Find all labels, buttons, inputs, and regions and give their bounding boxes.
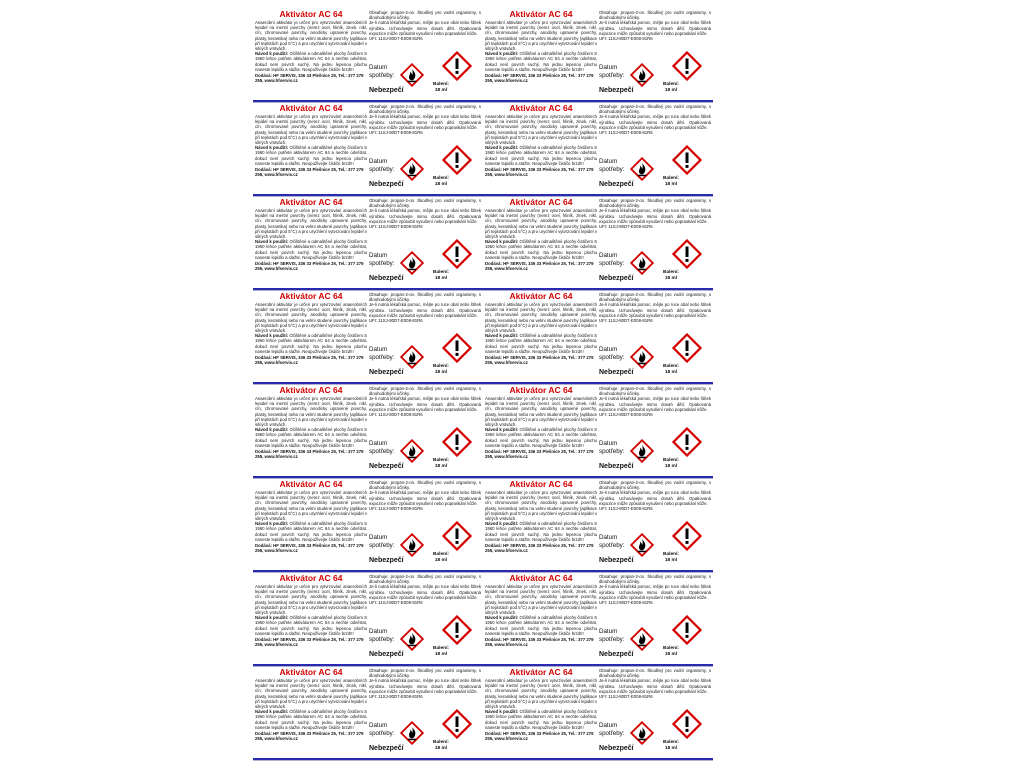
package-volume: 18 ml (664, 746, 678, 751)
usage-heading: Návod k použití: (485, 51, 519, 57)
signal-word: Nebezpečí (369, 181, 404, 188)
product-description: Anaerobní aktivátor je určen pro vytvrzování anaerobních lepidel na inertní povrchy (nerez ocel, hliník, zinek, nikl, cín, chromované povrchy, anodicky upravené povrchy, plasty, keramika) nebo na velmi studené povrchy (aplikace při teplotách pod 5°C) a pro urychlení vytvrzování lepidel v silných vrstvách. (255, 584, 367, 616)
package-volume: 18 ml (664, 558, 678, 563)
flame-icon (400, 157, 424, 181)
package-volume: 18 ml (664, 464, 678, 469)
label-left-column (255, 668, 367, 756)
contains-text: Obsahuje: propan-2-on. Škodlivý pro vodní organismy, s dlouhodobými účinky. (369, 480, 481, 491)
usage-instructions (255, 51, 367, 72)
label-left-column (255, 574, 367, 662)
product-title: Aktivátor AC 64 (509, 10, 573, 19)
package-volume: 18 ml (664, 276, 678, 281)
package-volume: 18 ml (664, 88, 678, 93)
ufi-code: UFI: 11SJ-80D7-E008-81R6 (599, 224, 653, 230)
exclamation-icon (442, 333, 472, 363)
usage-text: Očištěné a odmaštěné plochy čističem S 1960 lehce potřete aktivátorem AC 64 a nechte odvětrat, dokud není povrch suchý. Na jednu lepenou plochu naneste lepidlo a slažte. Neopužívejte čističe brzd!!! (255, 333, 367, 354)
usage-instructions (485, 427, 597, 448)
usage-instructions (255, 615, 367, 636)
product-description: Anaerobní aktivátor je určen pro vytvrzování anaerobních lepidel na inertní povrchy (nerez ocel, hliník, zinek, nikl, cín, chromované povrchy, anodicky upravené povrchy, plasty, keramika) nebo na velmi studené povrchy (aplikace při teplotách pod 5°C) a pro urychlení vytvrzování lepidel v silných vrstvách. (255, 208, 367, 240)
supplier-info: Dodává: HF SERVIS, 336 33 Plešnice 25, Tel.: 377 279 255, www.hfservis.cz (485, 449, 594, 460)
usage-heading: Návod k použití: (255, 51, 289, 57)
contains-text: Obsahuje: propan-2-on. Škodlivý pro vodní organismy, s dlouhodobými účinky. (599, 386, 711, 397)
ufi-code: UFI: 11SJ-80D7-E008-81R6 (599, 600, 653, 606)
ufi-code: UFI: 11SJ-80D7-E008-81R6 (599, 36, 653, 42)
warnings-text: Je-li nutná lékařská pomoc, mějte po ruce obal nebo štítek výrobku. Uchovávejte mimo dosah dětí. Opakovaná expozice může způsobit vysušení nebo popraskání kůže. (369, 208, 481, 224)
exclamation-icon (442, 51, 472, 81)
supplier-info: Dodává: HF SERVIS, 336 33 Plešnice 25, Tel.: 377 279 255, www.hfservis.cz (255, 731, 364, 742)
usage-heading: Návod k použití: (485, 427, 519, 433)
package-volume: 18 ml (434, 370, 448, 375)
usage-text: Očištěné a odmaštěné plochy čističem S 1960 lehce potřete aktivátorem AC 64 a nechte odvětrat, dokud není povrch suchý. Na jednu lepenou plochu naneste lepidlo a slažte. Neopužívejte čističe brzd!!! (485, 709, 597, 730)
ufi-code: UFI: 11SJ-80D7-E008-81R6 (369, 412, 423, 418)
usage-text: Očištěné a odmaštěné plochy čističem S 1960 lehce potřete aktivátorem AC 64 a nechte odvětrat, dokud není povrch suchý. Na jednu lepenou plochu naneste lepidlo a slažte. Neopužívejte čističe brzd!!! (255, 239, 367, 260)
product-label (483, 385, 713, 479)
package-label: Balení: (433, 552, 449, 557)
supplier-info: Dodává: HF SERVIS, 336 33 Plešnice 25, Tel.: 377 279 255, www.hfservis.cz (255, 449, 364, 460)
expiry-date-label: Datum spotřeby: (599, 158, 625, 173)
contains-text: Obsahuje: propan-2-on. Škodlivý pro vodní organismy, s dlouhodobými účinky. (369, 198, 481, 209)
label-left-column (255, 104, 367, 192)
package-label: Balení: (433, 740, 449, 745)
package-volume: 18 ml (434, 88, 448, 93)
package-volume: 18 ml (434, 464, 448, 469)
exclamation-icon (672, 521, 702, 551)
product-label (483, 9, 713, 103)
signal-word: Nebezpečí (369, 369, 404, 376)
exclamation-icon (442, 521, 472, 551)
signal-word: Nebezpečí (369, 463, 404, 470)
signal-word: Nebezpečí (599, 463, 634, 470)
usage-instructions (485, 709, 597, 730)
warnings-text: Je-li nutná lékařská pomoc, mějte po ruce obal nebo štítek výrobku. Uchovávejte mimo dosah dětí. Opakovaná expozice může způsobit vysušení nebo popraskání kůže. (599, 302, 711, 318)
package-label: Balení: (663, 646, 679, 651)
warnings-text: Je-li nutná lékařská pomoc, mějte po ruce obal nebo štítek výrobku. Uchovávejte mimo dosah dětí. Opakovaná expozice může způsobit vysušení nebo popraskání kůže. (369, 490, 481, 506)
package-volume: 18 ml (434, 652, 448, 657)
contains-text: Obsahuje: propan-2-on. Škodlivý pro vodní organismy, s dlouhodobými účinky. (369, 386, 481, 397)
package-label: Balení: (663, 458, 679, 463)
supplier-info: Dodává: HF SERVIS, 336 33 Plešnice 25, Tel.: 377 279 255, www.hfservis.cz (485, 543, 594, 554)
product-description: Anaerobní aktivátor je určen pro vytvrzování anaerobních lepidel na inertní povrchy (nerez ocel, hliník, zinek, nikl, cín, chromované povrchy, anodicky upravené povrchy, plasty, keramika) nebo na velmi studené povrchy (aplikace při teplotách pod 5°C) a pro urychlení vytvrzování lepidel v silných vrstvách. (485, 490, 597, 522)
usage-instructions (485, 615, 597, 636)
usage-text: Očištěné a odmaštěné plochy čističem S 1960 lehce potřete aktivátorem AC 64 a nechte odvětrat, dokud není povrch suchý. Na jednu lepenou plochu naneste lepidlo a slažte. Neopužívejte čističe brzd!!! (485, 427, 597, 448)
exclamation-icon (442, 239, 472, 269)
supplier-info: Dodává: HF SERVIS, 336 33 Plešnice 25, Tel.: 377 279 255, www.hfservis.cz (255, 261, 364, 272)
label-sheet (253, 9, 713, 761)
product-title: Aktivátor AC 64 (279, 198, 343, 207)
package-label: Balení: (433, 364, 449, 369)
label-left-column (255, 480, 367, 568)
package-label: Balení: (433, 458, 449, 463)
usage-heading: Návod k použití: (255, 521, 289, 527)
product-title: Aktivátor AC 64 (279, 10, 343, 19)
package-info (430, 552, 452, 564)
supplier-info: Dodává: HF SERVIS, 336 33 Plešnice 25, Tel.: 377 279 255, www.hfservis.cz (485, 637, 594, 648)
product-title: Aktivátor AC 64 (509, 386, 573, 395)
supplier-info: Dodává: HF SERVIS, 336 33 Plešnice 25, Tel.: 377 279 255, www.hfservis.cz (485, 73, 594, 84)
expiry-date-label: Datum spotřeby: (599, 722, 625, 737)
expiry-date-label: Datum spotřeby: (599, 440, 625, 455)
exclamation-icon (672, 239, 702, 269)
contains-text: Obsahuje: propan-2-on. Škodlivý pro vodní organismy, s dlouhodobými účinky. (369, 104, 481, 115)
expiry-date-label: Datum spotřeby: (369, 722, 395, 737)
product-title: Aktivátor AC 64 (279, 292, 343, 301)
usage-instructions (255, 145, 367, 166)
package-label: Balení: (663, 270, 679, 275)
package-info (430, 364, 452, 376)
exclamation-icon (672, 333, 702, 363)
usage-heading: Návod k použití: (485, 709, 519, 715)
signal-word: Nebezpečí (599, 181, 634, 188)
exclamation-icon (672, 427, 702, 457)
product-description: Anaerobní aktivátor je určen pro vytvrzování anaerobních lepidel na inertní povrchy (nerez ocel, hliník, zinek, nikl, cín, chromované povrchy, anodicky upravené povrchy, plasty, keramika) nebo na velmi studené povrchy (aplikace při teplotách pod 5°C) a pro urychlení vytvrzování lepidel v silných vrstvách. (485, 678, 597, 710)
ufi-code: UFI: 11SJ-80D7-E008-81R6 (599, 130, 653, 136)
package-info (430, 740, 452, 752)
warnings-text: Je-li nutná lékařská pomoc, mějte po ruce obal nebo štítek výrobku. Uchovávejte mimo dosah dětí. Opakovaná expozice může způsobit vysušení nebo popraskání kůže. (369, 396, 481, 412)
product-title: Aktivátor AC 64 (279, 668, 343, 677)
usage-text: Očištěné a odmaštěné plochy čističem S 1960 lehce potřete aktivátorem AC 64 a nechte odvětrat, dokud není povrch suchý. Na jednu lepenou plochu naneste lepidlo a slažte. Neopužívejte čističe brzd!!! (255, 521, 367, 542)
supplier-info: Dodává: HF SERVIS, 336 33 Plešnice 25, Tel.: 377 279 255, www.hfservis.cz (255, 637, 364, 648)
label-left-column (485, 104, 597, 192)
ufi-code: UFI: 11SJ-80D7-E008-81R6 (369, 130, 423, 136)
usage-heading: Návod k použití: (255, 427, 289, 433)
exclamation-icon (442, 427, 472, 457)
expiry-date-label: Datum spotřeby: (369, 158, 395, 173)
label-left-column (255, 386, 367, 474)
package-label: Balení: (433, 270, 449, 275)
supplier-info: Dodává: HF SERVIS, 336 33 Plešnice 25, Tel.: 377 279 255, www.hfservis.cz (485, 167, 594, 178)
flame-icon (400, 533, 424, 557)
label-left-column (255, 292, 367, 380)
ufi-code: UFI: 11SJ-80D7-E008-81R6 (369, 600, 423, 606)
exclamation-icon (672, 51, 702, 81)
product-label (483, 573, 713, 667)
warnings-text: Je-li nutná lékařská pomoc, mějte po ruce obal nebo štítek výrobku. Uchovávejte mimo dosah dětí. Opakovaná expozice může způsobit vysušení nebo popraskání kůže. (599, 584, 711, 600)
product-label (483, 197, 713, 291)
warnings-text: Je-li nutná lékařská pomoc, mějte po ruce obal nebo štítek výrobku. Uchovávejte mimo dosah dětí. Opakovaná expozice může způsobit vysušení nebo popraskání kůže. (599, 208, 711, 224)
usage-instructions (485, 521, 597, 542)
package-info (430, 646, 452, 658)
package-volume: 18 ml (434, 746, 448, 751)
warnings-text: Je-li nutná lékařská pomoc, mějte po ruce obal nebo štítek výrobku. Uchovávejte mimo dosah dětí. Opakovaná expozice může způsobit vysušení nebo popraskání kůže. (369, 114, 481, 130)
product-title: Aktivátor AC 64 (509, 668, 573, 677)
ufi-code: UFI: 11SJ-80D7-E008-81R6 (599, 412, 653, 418)
usage-instructions (485, 51, 597, 72)
expiry-date-label: Datum spotřeby: (369, 64, 395, 79)
flame-icon (630, 63, 654, 87)
package-label: Balení: (663, 552, 679, 557)
package-info (660, 176, 682, 188)
usage-text: Očištěné a odmaštěné plochy čističem S 1960 lehce potřete aktivátorem AC 64 a nechte odvětrat, dokud není povrch suchý. Na jednu lepenou plochu naneste lepidlo a slažte. Neopužívejte čističe brzd!!! (485, 51, 597, 72)
product-label (253, 573, 483, 667)
package-info (430, 458, 452, 470)
ufi-code: UFI: 11SJ-80D7-E008-81R6 (369, 36, 423, 42)
expiry-date-label: Datum spotřeby: (369, 440, 395, 455)
usage-heading: Návod k použití: (255, 615, 289, 621)
usage-instructions (255, 709, 367, 730)
warnings-text: Je-li nutná lékařská pomoc, mějte po ruce obal nebo štítek výrobku. Uchovávejte mimo dosah dětí. Opakovaná expozice může způsobit vysušení nebo popraskání kůže. (599, 396, 711, 412)
ufi-code: UFI: 11SJ-80D7-E008-81R6 (599, 318, 653, 324)
label-left-column (485, 10, 597, 98)
package-info (660, 646, 682, 658)
expiry-date-label: Datum spotřeby: (599, 346, 625, 361)
package-volume: 18 ml (434, 276, 448, 281)
expiry-date-label: Datum spotřeby: (369, 346, 395, 361)
supplier-info: Dodává: HF SERVIS, 336 33 Plešnice 25, Tel.: 377 279 255, www.hfservis.cz (485, 731, 594, 742)
signal-word: Nebezpečí (369, 275, 404, 282)
product-label (253, 9, 483, 103)
usage-instructions (485, 333, 597, 354)
product-description: Anaerobní aktivátor je určen pro vytvrzování anaerobních lepidel na inertní povrchy (nerez ocel, hliník, zinek, nikl, cín, chromované povrchy, anodicky upravené povrchy, plasty, keramika) nebo na velmi studené povrchy (aplikace při teplotách pod 5°C) a pro urychlení vytvrzování lepidel v silných vrstvách. (255, 396, 367, 428)
package-info (660, 270, 682, 282)
product-description: Anaerobní aktivátor je určen pro vytvrzování anaerobních lepidel na inertní povrchy (nerez ocel, hliník, zinek, nikl, cín, chromované povrchy, anodicky upravené povrchy, plasty, keramika) nebo na velmi studené povrchy (aplikace při teplotách pod 5°C) a pro urychlení vytvrzování lepidel v silných vrstvách. (255, 302, 367, 334)
label-left-column (485, 198, 597, 286)
signal-word: Nebezpečí (599, 369, 634, 376)
product-title: Aktivátor AC 64 (279, 104, 343, 113)
product-description: Anaerobní aktivátor je určen pro vytvrzování anaerobních lepidel na inertní povrchy (nerez ocel, hliník, zinek, nikl, cín, chromované povrchy, anodicky upravené povrchy, plasty, keramika) nebo na velmi studené povrchy (aplikace při teplotách pod 5°C) a pro urychlení vytvrzování lepidel v silných vrstvách. (485, 584, 597, 616)
label-left-column (485, 386, 597, 474)
usage-instructions (255, 427, 367, 448)
usage-instructions (485, 239, 597, 260)
signal-word: Nebezpečí (369, 87, 404, 94)
flame-icon (630, 251, 654, 275)
signal-word: Nebezpečí (599, 745, 634, 752)
ufi-code: UFI: 11SJ-80D7-E008-81R6 (369, 224, 423, 230)
usage-text: Očištěné a odmaštěné plochy čističem S 1960 lehce potřete aktivátorem AC 64 a nechte odvětrat, dokud není povrch suchý. Na jednu lepenou plochu naneste lepidlo a slažte. Neopužívejte čističe brzd!!! (255, 427, 367, 448)
supplier-info: Dodává: HF SERVIS, 336 33 Plešnice 25, Tel.: 377 279 255, www.hfservis.cz (255, 167, 364, 178)
product-label (253, 197, 483, 291)
package-label: Balení: (663, 364, 679, 369)
exclamation-icon (672, 709, 702, 739)
product-title: Aktivátor AC 64 (509, 292, 573, 301)
usage-heading: Návod k použití: (255, 333, 289, 339)
warnings-text: Je-li nutná lékařská pomoc, mějte po ruce obal nebo štítek výrobku. Uchovávejte mimo dosah dětí. Opakovaná expozice může způsobit vysušení nebo popraskání kůže. (369, 20, 481, 36)
package-volume: 18 ml (434, 558, 448, 563)
warnings-text: Je-li nutná lékařská pomoc, mějte po ruce obal nebo štítek výrobku. Uchovávejte mimo dosah dětí. Opakovaná expozice může způsobit vysušení nebo popraskání kůže. (599, 114, 711, 130)
exclamation-icon (442, 145, 472, 175)
product-label (253, 385, 483, 479)
usage-instructions (255, 333, 367, 354)
usage-heading: Návod k použití: (485, 145, 519, 151)
product-title: Aktivátor AC 64 (279, 574, 343, 583)
product-label (253, 291, 483, 385)
exclamation-icon (672, 145, 702, 175)
product-description: Anaerobní aktivátor je určen pro vytvrzování anaerobních lepidel na inertní povrchy (nerez ocel, hliník, zinek, nikl, cín, chromované povrchy, anodicky upravené povrchy, plasty, keramika) nebo na velmi studené povrchy (aplikace při teplotách pod 5°C) a pro urychlení vytvrzování lepidel v silných vrstvách. (485, 208, 597, 240)
product-description: Anaerobní aktivátor je určen pro vytvrzování anaerobních lepidel na inertní povrchy (nerez ocel, hliník, zinek, nikl, cín, chromované povrchy, anodicky upravené povrchy, plasty, keramika) nebo na velmi studené povrchy (aplikace při teplotách pod 5°C) a pro urychlení vytvrzování lepidel v silných vrstvách. (485, 114, 597, 146)
contains-text: Obsahuje: propan-2-on. Škodlivý pro vodní organismy, s dlouhodobými účinky. (369, 668, 481, 679)
usage-text: Očištěné a odmaštěné plochy čističem S 1960 lehce potřete aktivátorem AC 64 a nechte odvětrat, dokud není povrch suchý. Na jednu lepenou plochu naneste lepidlo a slažte. Neopužívejte čističe brzd!!! (485, 615, 597, 636)
flame-icon (630, 157, 654, 181)
package-label: Balení: (433, 646, 449, 651)
ufi-code: UFI: 11SJ-80D7-E008-81R6 (369, 694, 423, 700)
flame-icon (630, 533, 654, 557)
package-volume: 18 ml (664, 182, 678, 187)
package-volume: 18 ml (664, 370, 678, 375)
flame-icon (400, 63, 424, 87)
warnings-text: Je-li nutná lékařská pomoc, mějte po ruce obal nebo štítek výrobku. Uchovávejte mimo dosah dětí. Opakovaná expozice může způsobit vysušení nebo popraskání kůže. (599, 20, 711, 36)
warnings-text: Je-li nutná lékařská pomoc, mějte po ruce obal nebo štítek výrobku. Uchovávejte mimo dosah dětí. Opakovaná expozice může způsobit vysušení nebo popraskání kůže. (369, 678, 481, 694)
contains-text: Obsahuje: propan-2-on. Škodlivý pro vodní organismy, s dlouhodobými účinky. (599, 668, 711, 679)
supplier-info: Dodává: HF SERVIS, 336 33 Plešnice 25, Tel.: 377 279 255, www.hfservis.cz (485, 261, 594, 272)
label-left-column (485, 574, 597, 662)
expiry-date-label: Datum spotřeby: (369, 252, 395, 267)
warnings-text: Je-li nutná lékařská pomoc, mějte po ruce obal nebo štítek výrobku. Uchovávejte mimo dosah dětí. Opakovaná expozice může způsobit vysušení nebo popraskání kůže. (369, 302, 481, 318)
label-left-column (485, 292, 597, 380)
package-info (430, 82, 452, 94)
usage-heading: Návod k použití: (255, 709, 289, 715)
product-label (253, 667, 483, 761)
usage-heading: Návod k použití: (255, 145, 289, 151)
contains-text: Obsahuje: propan-2-on. Škodlivý pro vodní organismy, s dlouhodobými účinky. (369, 292, 481, 303)
product-title: Aktivátor AC 64 (509, 104, 573, 113)
supplier-info: Dodává: HF SERVIS, 336 33 Plešnice 25, Tel.: 377 279 255, www.hfservis.cz (255, 73, 364, 84)
usage-heading: Návod k použití: (485, 615, 519, 621)
usage-text: Očištěné a odmaštěné plochy čističem S 1960 lehce potřete aktivátorem AC 64 a nechte odvětrat, dokud není povrch suchý. Na jednu lepenou plochu naneste lepidlo a slažte. Neopužívejte čističe brzd!!! (255, 709, 367, 730)
product-description: Anaerobní aktivátor je určen pro vytvrzování anaerobních lepidel na inertní povrchy (nerez ocel, hliník, zinek, nikl, cín, chromované povrchy, anodicky upravené povrchy, plasty, keramika) nebo na velmi studené povrchy (aplikace při teplotách pod 5°C) a pro urychlení vytvrzování lepidel v silných vrstvách. (255, 490, 367, 522)
ufi-code: UFI: 11SJ-80D7-E008-81R6 (369, 506, 423, 512)
product-label (253, 103, 483, 197)
package-label: Balení: (663, 740, 679, 745)
usage-heading: Návod k použití: (485, 239, 519, 245)
usage-text: Očištěné a odmaštěné plochy čističem S 1960 lehce potřete aktivátorem AC 64 a nechte odvětrat, dokud není povrch suchý. Na jednu lepenou plochu naneste lepidlo a slažte. Neopužívejte čističe brzd!!! (255, 615, 367, 636)
product-title: Aktivátor AC 64 (509, 198, 573, 207)
flame-icon (630, 721, 654, 745)
label-left-column (255, 10, 367, 98)
signal-word: Nebezpečí (369, 745, 404, 752)
product-label (483, 667, 713, 761)
warnings-text: Je-li nutná lékařská pomoc, mějte po ruce obal nebo štítek výrobku. Uchovávejte mimo dosah dětí. Opakovaná expozice může způsobit vysušení nebo popraskání kůže. (599, 678, 711, 694)
usage-instructions (255, 521, 367, 542)
expiry-date-label: Datum spotřeby: (369, 628, 395, 643)
package-info (660, 458, 682, 470)
contains-text: Obsahuje: propan-2-on. Škodlivý pro vodní organismy, s dlouhodobými účinky. (599, 10, 711, 21)
flame-icon (630, 345, 654, 369)
signal-word: Nebezpečí (599, 557, 634, 564)
product-title: Aktivátor AC 64 (279, 480, 343, 489)
product-description: Anaerobní aktivátor je určen pro vytvrzování anaerobních lepidel na inertní povrchy (nerez ocel, hliník, zinek, nikl, cín, chromované povrchy, anodicky upravené povrchy, plasty, keramika) nebo na velmi studené povrchy (aplikace při teplotách pod 5°C) a pro urychlení vytvrzování lepidel v silných vrstvách. (255, 20, 367, 52)
exclamation-icon (672, 615, 702, 645)
contains-text: Obsahuje: propan-2-on. Škodlivý pro vodní organismy, s dlouhodobými účinky. (599, 104, 711, 115)
signal-word: Nebezpečí (369, 651, 404, 658)
contains-text: Obsahuje: propan-2-on. Škodlivý pro vodní organismy, s dlouhodobými účinky. (369, 574, 481, 585)
package-info (430, 176, 452, 188)
package-label: Balení: (663, 176, 679, 181)
signal-word: Nebezpečí (369, 557, 404, 564)
ufi-code: UFI: 11SJ-80D7-E008-81R6 (599, 506, 653, 512)
exclamation-icon (442, 709, 472, 739)
usage-text: Očištěné a odmaštěné plochy čističem S 1960 lehce potřete aktivátorem AC 64 a nechte odvětrat, dokud není povrch suchý. Na jednu lepenou plochu naneste lepidlo a slažte. Neopužívejte čističe brzd!!! (255, 51, 367, 72)
supplier-info: Dodává: HF SERVIS, 336 33 Plešnice 25, Tel.: 377 279 255, www.hfservis.cz (485, 355, 594, 366)
package-label: Balení: (663, 82, 679, 87)
label-left-column (485, 668, 597, 756)
expiry-date-label: Datum spotřeby: (369, 534, 395, 549)
product-title: Aktivátor AC 64 (279, 386, 343, 395)
package-label: Balení: (433, 82, 449, 87)
product-label (483, 479, 713, 573)
warnings-text: Je-li nutná lékařská pomoc, mějte po ruce obal nebo štítek výrobku. Uchovávejte mimo dosah dětí. Opakovaná expozice může způsobit vysušení nebo popraskání kůže. (369, 584, 481, 600)
contains-text: Obsahuje: propan-2-on. Škodlivý pro vodní organismy, s dlouhodobými účinky. (369, 10, 481, 21)
label-left-column (485, 480, 597, 568)
usage-heading: Návod k použití: (485, 521, 519, 527)
product-label (483, 291, 713, 385)
usage-text: Očištěné a odmaštěné plochy čističem S 1960 lehce potřete aktivátorem AC 64 a nechte odvětrat, dokud není povrch suchý. Na jednu lepenou plochu naneste lepidlo a slažte. Neopužívejte čističe brzd!!! (255, 145, 367, 166)
contains-text: Obsahuje: propan-2-on. Škodlivý pro vodní organismy, s dlouhodobými účinky. (599, 198, 711, 209)
product-title: Aktivátor AC 64 (509, 480, 573, 489)
signal-word: Nebezpečí (599, 275, 634, 282)
product-label (253, 479, 483, 573)
package-info (660, 552, 682, 564)
usage-text: Očištěné a odmaštěné plochy čističem S 1960 lehce potřete aktivátorem AC 64 a nechte odvětrat, dokud není povrch suchý. Na jednu lepenou plochu naneste lepidlo a slažte. Neopužívejte čističe brzd!!! (485, 333, 597, 354)
usage-heading: Návod k použití: (255, 239, 289, 245)
product-label (483, 103, 713, 197)
product-description: Anaerobní aktivátor je určen pro vytvrzování anaerobních lepidel na inertní povrchy (nerez ocel, hliník, zinek, nikl, cín, chromované povrchy, anodicky upravené povrchy, plasty, keramika) nebo na velmi studené povrchy (aplikace při teplotách pod 5°C) a pro urychlení vytvrzování lepidel v silných vrstvách. (485, 20, 597, 52)
usage-heading: Návod k použití: (485, 333, 519, 339)
flame-icon (400, 627, 424, 651)
expiry-date-label: Datum spotřeby: (599, 252, 625, 267)
package-volume: 18 ml (664, 652, 678, 657)
usage-text: Očištěné a odmaštěné plochy čističem S 1960 lehce potřete aktivátorem AC 64 a nechte odvětrat, dokud není povrch suchý. Na jednu lepenou plochu naneste lepidlo a slažte. Neopužívejte čističe brzd!!! (485, 521, 597, 542)
package-info (660, 740, 682, 752)
flame-icon (400, 345, 424, 369)
usage-instructions (255, 239, 367, 260)
supplier-info: Dodává: HF SERVIS, 336 33 Plešnice 25, Tel.: 377 279 255, www.hfservis.cz (255, 355, 364, 366)
usage-text: Očištěné a odmaštěné plochy čističem S 1960 lehce potřete aktivátorem AC 64 a nechte odvětrat, dokud není povrch suchý. Na jednu lepenou plochu naneste lepidlo a slažte. Neopužívejte čističe brzd!!! (485, 239, 597, 260)
package-info (660, 364, 682, 376)
flame-icon (630, 627, 654, 651)
supplier-info: Dodává: HF SERVIS, 336 33 Plešnice 25, Tel.: 377 279 255, www.hfservis.cz (255, 543, 364, 554)
package-label: Balení: (433, 176, 449, 181)
product-title: Aktivátor AC 64 (509, 574, 573, 583)
package-info (430, 270, 452, 282)
signal-word: Nebezpečí (599, 87, 634, 94)
flame-icon (400, 439, 424, 463)
ufi-code: UFI: 11SJ-80D7-E008-81R6 (369, 318, 423, 324)
exclamation-icon (442, 615, 472, 645)
product-description: Anaerobní aktivátor je určen pro vytvrzování anaerobních lepidel na inertní povrchy (nerez ocel, hliník, zinek, nikl, cín, chromované povrchy, anodicky upravené povrchy, plasty, keramika) nebo na velmi studené povrchy (aplikace při teplotách pod 5°C) a pro urychlení vytvrzování lepidel v silných vrstvách. (485, 396, 597, 428)
flame-icon (400, 721, 424, 745)
expiry-date-label: Datum spotřeby: (599, 534, 625, 549)
warnings-text: Je-li nutná lékařská pomoc, mějte po ruce obal nebo štítek výrobku. Uchovávejte mimo dosah dětí. Opakovaná expozice může způsobit vysušení nebo popraskání kůže. (599, 490, 711, 506)
usage-text: Očištěné a odmaštěné plochy čističem S 1960 lehce potřete aktivátorem AC 64 a nechte odvětrat, dokud není povrch suchý. Na jednu lepenou plochu naneste lepidlo a slažte. Neopužívejte čističe brzd!!! (485, 145, 597, 166)
contains-text: Obsahuje: propan-2-on. Škodlivý pro vodní organismy, s dlouhodobými účinky. (599, 480, 711, 491)
ufi-code: UFI: 11SJ-80D7-E008-81R6 (599, 694, 653, 700)
signal-word: Nebezpečí (599, 651, 634, 658)
package-info (660, 82, 682, 94)
package-volume: 18 ml (434, 182, 448, 187)
label-left-column (255, 198, 367, 286)
contains-text: Obsahuje: propan-2-on. Škodlivý pro vodní organismy, s dlouhodobými účinky. (599, 292, 711, 303)
product-description: Anaerobní aktivátor je určen pro vytvrzování anaerobních lepidel na inertní povrchy (nerez ocel, hliník, zinek, nikl, cín, chromované povrchy, anodicky upravené povrchy, plasty, keramika) nebo na velmi studené povrchy (aplikace při teplotách pod 5°C) a pro urychlení vytvrzování lepidel v silných vrstvách. (485, 302, 597, 334)
contains-text: Obsahuje: propan-2-on. Škodlivý pro vodní organismy, s dlouhodobými účinky. (599, 574, 711, 585)
flame-icon (630, 439, 654, 463)
expiry-date-label: Datum spotřeby: (599, 628, 625, 643)
expiry-date-label: Datum spotřeby: (599, 64, 625, 79)
product-description: Anaerobní aktivátor je určen pro vytvrzování anaerobních lepidel na inertní povrchy (nerez ocel, hliník, zinek, nikl, cín, chromované povrchy, anodicky upravené povrchy, plasty, keramika) nebo na velmi studené povrchy (aplikace při teplotách pod 5°C) a pro urychlení vytvrzování lepidel v silných vrstvách. (255, 114, 367, 146)
flame-icon (400, 251, 424, 275)
product-description: Anaerobní aktivátor je určen pro vytvrzování anaerobních lepidel na inertní povrchy (nerez ocel, hliník, zinek, nikl, cín, chromované povrchy, anodicky upravené povrchy, plasty, keramika) nebo na velmi studené povrchy (aplikace při teplotách pod 5°C) a pro urychlení vytvrzování lepidel v silných vrstvách. (255, 678, 367, 710)
usage-instructions (485, 145, 597, 166)
